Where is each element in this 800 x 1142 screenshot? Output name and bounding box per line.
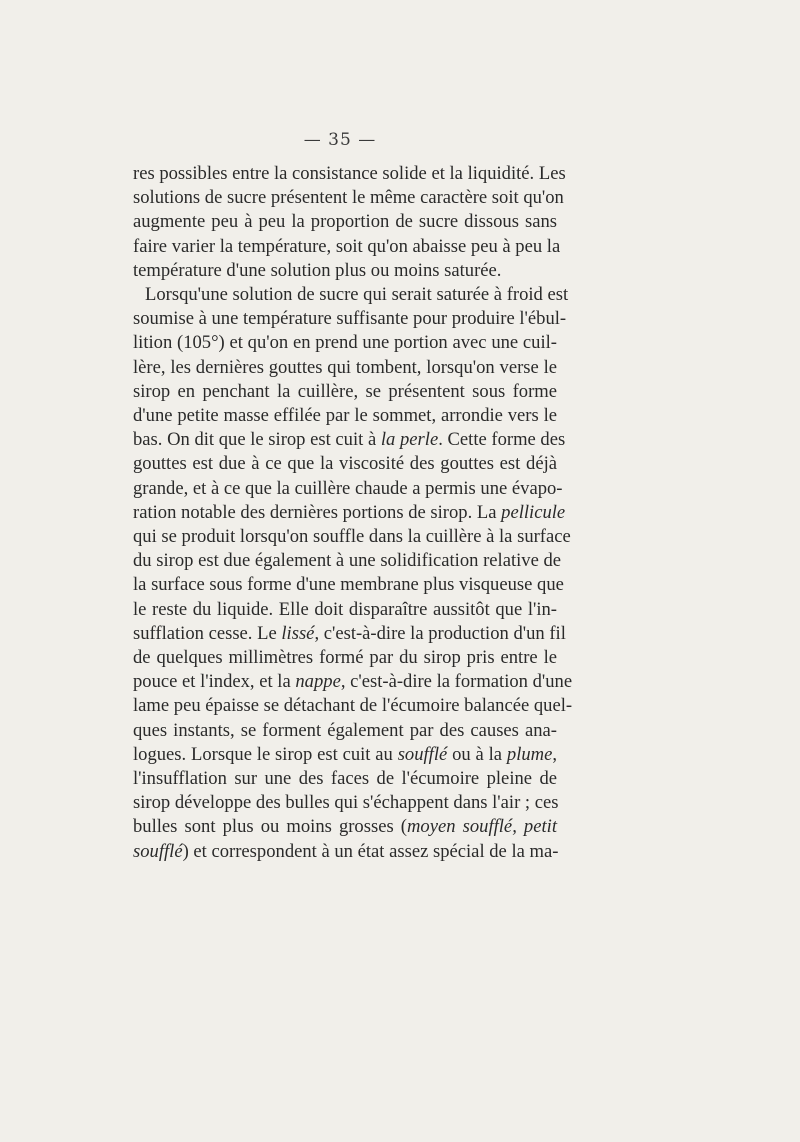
text-segment: du sirop est due également à une solidification relative de [133, 550, 562, 572]
text-segment: sirop développe des bulles qui s'échappent dans l'air ; ces [133, 792, 559, 814]
text-line [133, 501, 566, 525]
text-line [133, 791, 557, 815]
text-segment: lère, les dernières gouttes qui tombent, lorsqu'on verse le [133, 356, 557, 378]
text-line [133, 404, 557, 428]
text-segment: lition (105°) et qu'on en prend une portion avec une cuil- [133, 332, 557, 354]
text-segment: d'une petite masse effilée par le sommet, arrondie vers le [133, 405, 557, 427]
text-segment: logues. Lorsque le sirop est cuit au [133, 743, 398, 765]
text-segment: gouttes est due à ce que la viscosité des gouttes est déjà [133, 453, 557, 475]
text-line [133, 670, 573, 694]
text-line [133, 259, 557, 283]
text-segment: , c'est-à-dire la production d'un fil [314, 622, 566, 644]
italic-term: moyen soufflé, petit [406, 816, 557, 838]
text-line [133, 210, 557, 234]
text-line [133, 719, 557, 743]
text-line [133, 549, 562, 573]
text-segment: ) et correspondent à un état assez spécial de la ma- [182, 840, 559, 862]
text-line [133, 694, 573, 718]
text-line [133, 356, 557, 380]
italic-term: lissé [281, 622, 315, 644]
text-segment: de quelques millimètres formé par du sirop pris entre le [133, 647, 557, 669]
text-segment: solutions de sucre présentent le même caractère soit qu'on [133, 187, 564, 209]
text-segment: Lorsqu'une solution de sucre qui serait saturée à froid est [145, 284, 569, 306]
text-segment: pouce et l'index, et la [133, 671, 296, 693]
text-line [133, 452, 557, 476]
text-segment: grande, et à ce que la cuillère chaude a permis une évapo- [133, 477, 563, 499]
text-segment: qui se produit lorsqu'on souffle dans la cuillère à la surface [133, 526, 571, 548]
page-number: — 35 — [303, 130, 377, 150]
italic-term: soufflé [397, 743, 448, 765]
text-segment: ration notable des dernières portions de sirop. La [133, 501, 502, 523]
text-line [133, 767, 557, 791]
text-line [133, 646, 557, 670]
text-segment: sufflation cesse. Le [133, 622, 282, 644]
text-segment: , c'est-à-dire la formation d'une [340, 671, 573, 693]
text-line [133, 598, 557, 622]
text-segment: bulles sont plus ou moins grosses ( [133, 816, 407, 838]
text-segment: la surface sous forme d'une membrane plus visqueuse que [133, 574, 564, 596]
italic-term: la perle [380, 429, 439, 451]
text-line [133, 186, 564, 210]
text-line [133, 307, 567, 331]
text-segment: lame peu épaisse se détachant de l'écumoire balancée quel- [133, 695, 573, 717]
text-line [133, 573, 564, 597]
text-line [133, 331, 557, 355]
text-segment: augmente peu à peu la proportion de sucre dissous sans [133, 211, 557, 233]
italic-term: nappe [295, 671, 341, 693]
text-line [133, 525, 571, 549]
body-text [133, 162, 573, 864]
text-segment: l'insufflation sur une des faces de l'écumoire pleine de [133, 768, 557, 790]
text-segment: ques instants, se forment également par des causes ana- [133, 719, 557, 741]
text-line [133, 428, 566, 452]
text-segment: température d'une solution plus ou moins saturée. [133, 259, 502, 281]
text-line [133, 743, 557, 767]
text-line [133, 622, 566, 646]
text-segment: res possibles entre la consistance solide et la liquidité. Les [133, 163, 566, 184]
text-line [133, 283, 569, 307]
italic-term: plume [506, 743, 553, 765]
text-line [133, 162, 566, 186]
italic-term: soufflé [133, 840, 183, 862]
text-segment: , [552, 743, 558, 765]
text-segment: ou à la [447, 743, 507, 765]
text-segment: . Cette forme des [438, 429, 566, 451]
text-line [133, 380, 557, 404]
text-segment: soumise à une température suffisante pour produire l'ébul- [133, 308, 567, 330]
text-segment: sirop en penchant la cuillère, se présentent sous forme [133, 380, 557, 402]
text-line [133, 815, 557, 839]
text-segment: bas. On dit que le sirop est cuit à [133, 429, 381, 451]
text-line [133, 840, 557, 864]
text-line [133, 235, 561, 259]
text-segment: faire varier la température, soit qu'on abaisse peu à peu la [133, 235, 561, 257]
italic-term: pellicule [501, 501, 566, 523]
text-segment: le reste du liquide. Elle doit disparaître aussitôt que l'in- [133, 598, 557, 620]
text-line [133, 477, 563, 501]
